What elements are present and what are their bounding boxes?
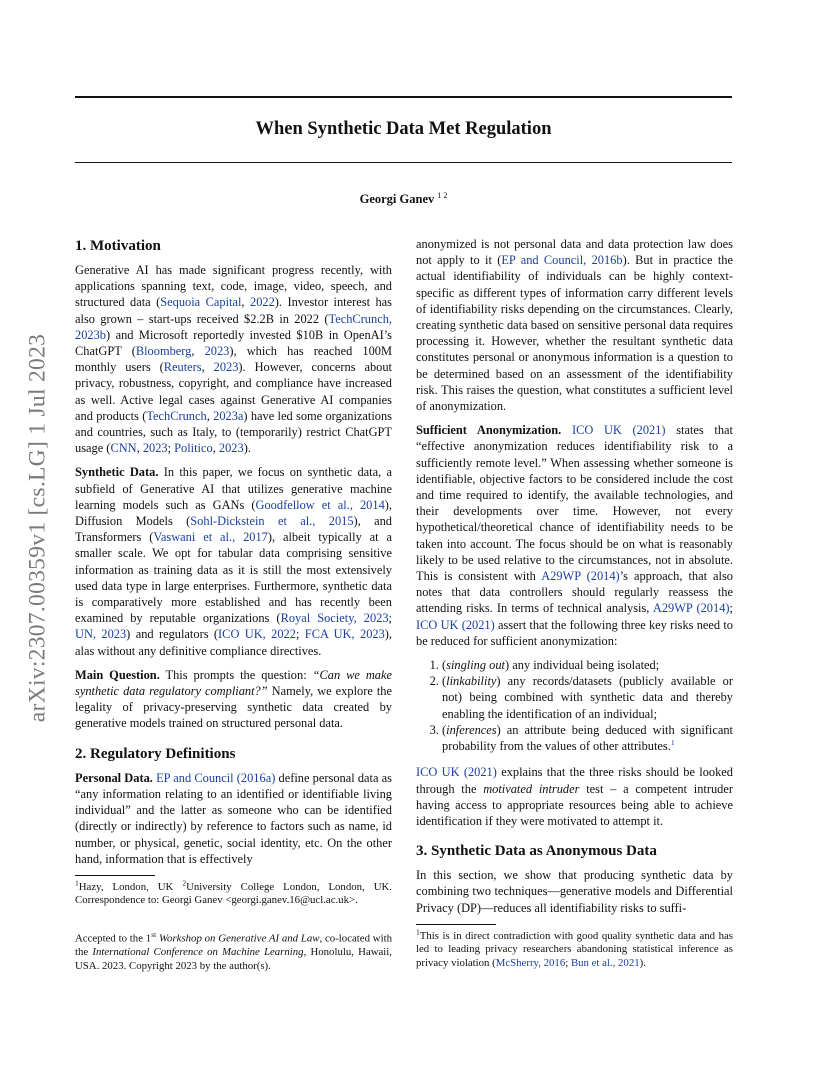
author-affiliation-marks: 1 2 [437,191,448,200]
motivated-intruder-paragraph: ICO UK (2021) explains that the three risks should be looked through the motivated intruder test – a competent intruder having access to appropriate resources being able to achieve identification if they were motivated to attempt it. [416,765,733,828]
citation-link[interactable]: ICO UK (2021) [416,765,497,780]
paragraph-heading: Personal Data. [75,770,153,785]
anonymization-paragraph: anonymized is not personal data and data protection law does not apply to it (EP and Council, 2016b). But in practice the actual identifiability of individuals can be highly context-specific as different types of information carry different levels of identifiability risks depending on the circumstances. Clearly, creating synthetic data based on sensitive personal data requires processing it. However, whether the resultant synthetic data constitutes personal or anonymous information is a question to be determined based on an assessment of the identifiability risk. This raises the question, what constitutes a sufficient level of anonymization. [416,237,734,414]
acceptance-note: Accepted to the 1st Workshop on Generative AI and Law, co-located with the International Conference on Machine Learning, Honolulu, Hawaii, USA. 2023. Copyright 2023 by the author(s). [75,929,393,972]
citation-link[interactable]: ICO UK (2021) [416,617,495,632]
synthetic-data-paragraph: Synthetic Data. In this paper, we focus on synthetic data, a subfield of Generative AI that utilizes generative machine learning models such as GANs (Goodfellow et al., 2014), Diffusion Models (Sohl-Dickstein et al., 2015), and Transformers (Vaswani et al., 2017), albeit typically at a smaller scale. We opt for tabular data comprising sensitive information as training data as it is still the most extensively used data type in large enterprises. Furthermore, synthetic data is comparatively more established and has recently been examined by reputable organizations (Royal Society, 2023; UN, 2023) and regulators (ICO UK, 2022; FCA UK, 2023), alas without any definitive compliance directives. [75,465,393,658]
paragraph-heading: Synthetic Data. [75,465,159,480]
paragraph-heading: Sufficient Anonymization. [416,423,562,438]
citation-link[interactable]: EP and Council, 2016b [501,253,623,268]
section3-paragraph: In this section, we show that producing synthetic data by combining two techniques—generative models and Differential Privacy (DP)—reduces all identifiability risks to suffi- [416,868,733,915]
author-name: Georgi Ganev [359,192,435,207]
motivation-paragraph: Generative AI has made significant progress recently, with applications spanning text, code, image, video, speech, and structured data (Sequoia Capital, 2022). Investor interest has also grown – start-ups received $2.2B in 2022 (TechCrunch, 2023b) and Microsoft reportedly invested $10B in OpenAI’s ChatGPT (Bloomberg, 2023), which has reached 100M monthly users (Reuters, 2023). However, concerns about privacy, robustness, copyright, and compliance have increased as well. Active legal cases against Generative AI companies and products (TechCrunch, 2023a) have led some organizations and countries, such as Italy, to (temporarily) restrict ChatGPT usage (CNN, 2023; Politico, 2023). [75,263,392,456]
personal-data-paragraph: Personal Data. EP and Council (2016a) define personal data as “any information relating to an identified or identifiable living individual” and the latter as someone who can be identified (directly or indirectly) by reference to factors such as name, id number, or physical, genetic, social identity, etc. On the other hand, information that is effectively [75,770,392,866]
main-question-paragraph: Main Question. This prompts the question: “Can we make synthetic data regulatory compliant?” Namely, we explore the legality of privacy-preserving synthetic data created by generative models trained on structured personal data. [75,667,392,731]
citation-link[interactable]: 2023 [142,441,168,456]
citation-link[interactable]: ICO UK, 2022 [218,627,296,642]
citation-link[interactable]: Bun et al., 2021 [570,956,640,969]
citation-link[interactable]: 2023 [218,441,244,456]
title-rule-bottom [75,162,732,163]
citation-link[interactable]: ICO UK (2021) [571,423,666,438]
citation-link[interactable]: Royal Society, 2023 [280,611,389,626]
citation-link[interactable]: Sohl-Dickstein et al., 2015 [190,514,354,529]
citation-link[interactable]: TechCrunch [146,408,207,423]
list-item: 2. (linkability) any records/datasets (publicly available or not) being combined with synthetic data and thereby enabling the identification of an individual; [442,673,733,722]
footnote-1: $^1$This is in direct contradiction with good quality synthetic data and has led to leading privacy researchers abandoning statistical inference as privacy violation (McSherry, 2016; Bun et al., 2021). [416,927,733,969]
footnote-rule [75,875,155,876]
arxiv-identifier: arXiv:2307.00359v1 [cs.LG] 1 Jul 2023 [24,333,51,723]
citation-link[interactable]: UN, 2023 [75,627,127,642]
paragraph-heading: Main Question. [75,667,160,682]
left-column [75,236,392,973]
citation-link[interactable]: 2023a [213,408,244,423]
citation-link[interactable]: A29WP (2014) [541,569,620,584]
list-item: 1. (singling out) any individual being isolated; [442,657,733,673]
citation-link[interactable]: McSherry, 2016 [495,956,566,969]
footnote-rule [416,924,496,925]
citation-link[interactable]: Vaswani et al., 2017 [153,530,268,545]
affiliation-footnote: $^1$Hazy, London, UK $^2$University College London, London, UK. Correspondence to: Georgi Ganev <georgi.ganev.16@ucl.ac.uk>. [75,878,392,907]
right-column [416,236,733,970]
section-heading-regulatory-definitions: 2. Regulatory Definitions [75,745,236,762]
list-item: 3. (inferences) an attribute being deduced with significant probability from the values of other attributes.$^1$ [442,722,733,754]
citation-link[interactable]: EP and Council (2016a) [156,770,276,785]
citation-link[interactable]: Reuters [163,360,202,375]
citation-link[interactable]: 2023 [204,344,230,359]
section-heading-synthetic-anonymous: 3. Synthetic Data as Anonymous Data [416,843,657,860]
footnote-link[interactable]: 1 [670,737,675,747]
author-line [75,191,732,207]
citation-link[interactable]: CNN [110,441,137,456]
citation-link[interactable]: Politico [174,441,213,456]
citation-link[interactable]: FCA UK, 2023 [304,627,385,642]
citation-link[interactable]: Goodfellow et al., 2014 [255,497,385,512]
research-question: “Can we make synthetic data regulatory compliant?” [75,667,392,699]
citation-link[interactable]: 2023 [213,360,239,375]
citation-link[interactable]: TechCrunch, 2023b [75,311,392,342]
paper-title: When Synthetic Data Met Regulation [255,119,552,139]
risk-list [416,657,733,754]
citation-link[interactable]: Sequoia Capital [160,295,242,310]
sufficient-anonymization-paragraph: Sufficient Anonymization. ICO UK (2021) states that “effective anonymization reduces identifiability risk to a sufficiently remote level.” When assessing whether someone is identifiable, objective factors to be considered include the cost and time required to identify, the available technologies, and their developments over time. However, not every hypothetical/theoretical chance of identifiability needs to be taken into account. The focus should be on what is reasonably likely to be used relative to the circumstances, not in absolute. This is consistent with A29WP (2014)’s approach, that also notes that data controllers should regularly reassess the attending risks. In terms of technical analysis, A29WP (2014); ICO UK (2021) assert that the following three key risks need to be reduced for sufficient anonymization: [416,423,733,648]
citation-link[interactable]: A29WP (2014) [652,601,730,616]
citation-link[interactable]: Bloomberg [135,344,192,359]
section-heading-motivation: 1. Motivation [75,238,161,254]
title-rule-top [75,96,732,98]
citation-link[interactable]: 2022 [250,295,275,310]
